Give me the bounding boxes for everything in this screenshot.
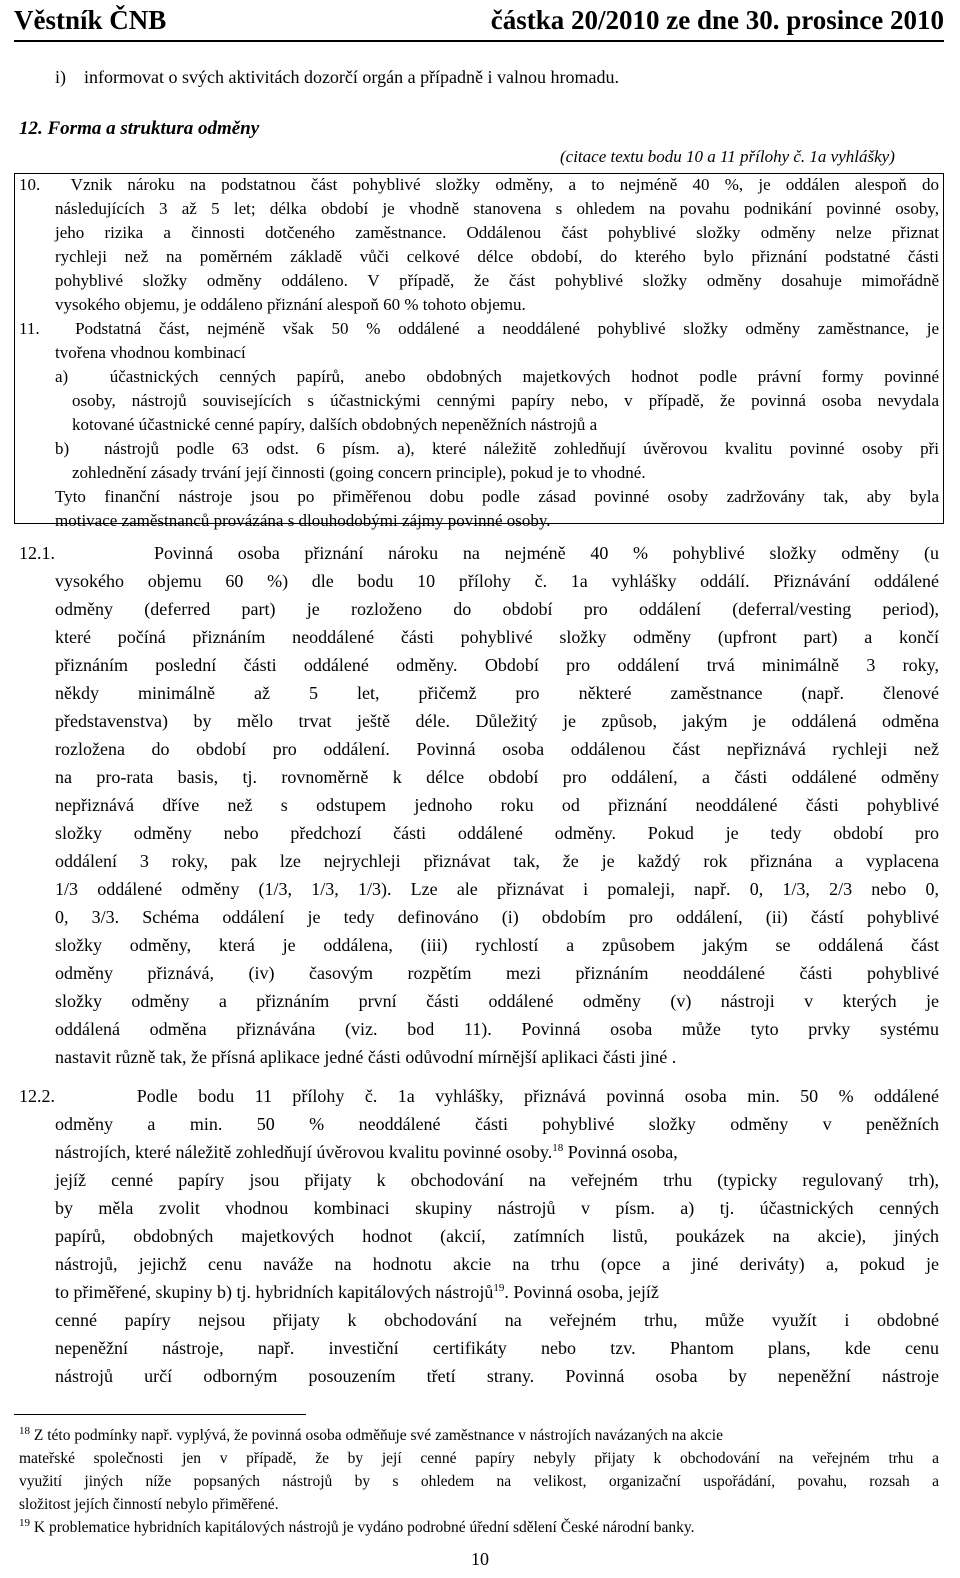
para-12-1-line: které počíná přiznáním neoddálené části pohyblivé složky odměny (upfront part) a končí [55,627,939,647]
para-12-1-line: představenstva) by mělo trvat ještě déle. Důležitý je způsob, jakým je oddálená odměna [55,711,939,731]
para-12-2-line: papírů, obdobných majetkových hodnot (akcií, zatímních listů, poukázek na akcie), jiných [55,1226,939,1246]
para-12-1-line: oddálená odměna přiznávána (viz. bod 11). Povinná osoba může tyto prvky systému [55,1019,939,1039]
footnote-number: 19 [19,1516,30,1529]
para-12-2-line: nástrojů, jejichž cenu naváže na hodnotu akcie na trhu (opce a jiné deriváty) a, pokud je [55,1254,939,1274]
citation-note: (citace textu bodu 10 a 11 přílohy č. 1a vyhlášky) [560,147,895,166]
para-12-1-line: oddálení 3 roky, pak lze nejrychleji přiznávat tak, že je každý rok přiznána a vyplacena [55,851,939,871]
para-12-2-line: nástrojů určí odborným posouzením třetí strany. Povinná osoba by nepeněžní nástroje [55,1366,939,1386]
para-12-1-line: přiznáním poslední části oddálené odměny. Období pro oddálení trvá minimálně 3 roky, [55,655,939,675]
box-line: kotované účastnické cenné papíry, dalších obdobných nepeněžních nástrojů a [72,415,598,434]
para-12-2-line: by měla zvolit vhodnou kombinaci skupiny nástrojů v písm. a) tj. účastnických cenných [55,1198,939,1218]
box-line: Tyto finanční nástroje jsou po přiměřenou dobu podle zásad povinné osoby zadržovány tak, aby byla [55,487,939,506]
footnote-ref-18: 18 [552,1142,564,1154]
para-12-1-line: nastavit různě tak, že přísná aplikace jedné části odůvodní mírnější aplikaci části jiné . [55,1047,677,1067]
para-text: Povinná osoba, [563,1142,678,1162]
box-line: tvořena vhodnou kombinací [55,343,246,362]
box-line: jeho rizika a činnosti dotčeného zaměstnance. Oddálenou část pohyblivé složky odměny nelze přiznat [55,223,939,242]
box-line: rychleji než na poměrném základě vůči celkové délce období, do kterého bylo přiznání podstatné části [55,247,939,266]
para-12-1-line: odměny přiznává, (iv) časovým rozpětím mezi přiznáním neoddálené části pohyblivé [55,963,939,983]
footnote-number: 18 [19,1424,30,1437]
footnote-19 [19,1518,694,1538]
footnote-ref-19: 19 [493,1282,505,1294]
para-text: to přiměřené, skupiny b) tj. hybridních kapitálových nástrojů [55,1282,494,1302]
para-12-1-line: 1/3 oddálené odměny (1/3, 1/3, 1/3). Lze ale přiznávat i pomaleji, např. 0, 1/3, 2/3 nebo 0, [55,879,939,899]
footnote-text: Z této podmínky např. vyplývá, že povinná osoba odměňuje své zaměstnance v nástrojích navázaných na akcie [30,1427,723,1444]
para-12-2-line [55,1141,939,1163]
section-heading: 12. Forma a struktura odměny [19,118,260,139]
para-text: . Povinná osoba, jejíž [504,1282,659,1302]
box-line: osoby, nástrojů souvisejících s účastnickými cennými papíry nebo, v případě, že povinná osoba nevydala [72,391,939,410]
para-12-1-line: nepřiznává dříve než s odstupem jednoho roku od přiznání neoddálené části pohyblivé [55,795,939,815]
box-line: vysokého objemu, je oddáleno přiznání alespoň 60 % tohoto objemu. [55,295,526,314]
para-12-1-line: rozložena do období pro oddálení. Povinná osoba oddálenou část nepřiznává rychleji než [55,739,939,759]
para-12-1-line: složky odměny nebo předchozí části oddálené odměny. Pokud je tedy období pro [55,823,939,843]
box-line: b) nástrojů podle 63 odst. 6 písm. a), které náležitě zohledňují úvěrovou kvalitu povinné osoby při [55,439,939,458]
para-12-1-line: vysokého objemu 60 %) dle bodu 10 přílohy č. 1a vyhlášky oddálí. Přiznávání oddálené [55,571,939,591]
para-12-1-line: 0, 3/3. Schéma oddálení je tedy definováno (i) obdobím pro oddálení, (ii) částí pohyblivé [55,907,939,927]
para-12-1-line: složky odměny a přiznáním první části oddálené odměny (v) nástroji v kterých je [55,991,939,1011]
para-12-1-line: 12.1. Povinná osoba přiznání nároku na nejméně 40 % pohyblivé složky odměny (u [19,543,939,563]
item-i: i) informovat o svých aktivitách dozorčí orgán a případně i valnou hromadu. [55,67,620,87]
box-line: 11. Podstatná část, nejméně však 50 % oddálené a neoddálené pohyblivé složky odměny zaměstnance, je [19,319,939,338]
para-12-2-line: cenné papíry nejsou přijaty k obchodování na veřejném trhu, může využít i obdobné [55,1310,939,1330]
footnote-text: K problematice hybridních kapitálových nástrojů je vydáno podrobné úřední sdělení České národní banky. [30,1519,695,1536]
footnote-line: složitost jejích činností nebylo přiměřené. [19,1496,279,1513]
para-12-2-line: jejíž cenné papíry jsou přijaty k obchodování na veřejném trhu (typicky regulovaný trh), [55,1170,939,1190]
box-line: 10. Vznik nároku na podstatnou část pohyblivé složky odměny, a to nejméně 40 %, je oddálen alespoň do [19,175,939,194]
footnote-18 [19,1426,723,1446]
para-12-1-line: odměny (deferred part) je rozloženo do období pro oddálení (deferral/vesting period), [55,599,939,619]
journal-title: Věstník ČNB [14,5,167,35]
para-12-2-line: nepeněžní nástroje, např. investiční certifikáty nebo tzv. Phantom plans, kde cenu [55,1338,939,1358]
para-12-1-line: na pro-rata basis, tj. rovnoměrně k délce období pro oddálení, a části oddálené odměny [55,767,939,787]
box-line: pohyblivé složky odměny oddáleno. V případě, že část pohyblivé složky odměny dosahuje mimořádně [55,271,939,290]
footnote-line: mateřské společnosti jen v případě, že by její cenné papíry nebyly přijaty k obchodování na veřejném trhu a [19,1450,939,1467]
box-line: zohlednění zásady trvání její činnosti (going concern principle), pokud je to vhodné. [72,463,646,482]
page-number: 10 [471,1549,489,1569]
box-line: motivace zaměstnanců provázána s dlouhodobými zájmy povinné osoby. [55,511,551,530]
para-12-1-line: složky odměny, která je oddálena, (iii) rychlostí a způsobem jakým se oddálená část [55,935,939,955]
para-12-2-line: 12.2. Podle bodu 11 přílohy č. 1a vyhlášky, přiznává povinná osoba min. 50 % oddálené [19,1086,939,1106]
issue-date: částka 20/2010 ze dne 30. prosince 2010 [490,5,944,35]
box-line: a) účastnických cenných papírů, anebo obdobných majetkových hodnot podle právní formy povinné [55,367,939,386]
para-12-2-line: odměny a min. 50 % neoddálené části pohyblivé složky odměny v peněžních [55,1114,939,1134]
footnote-line: využití jiných níže popsaných nástrojů by s ohledem na velikost, organizační uspořádání, povahu, rozsah a [19,1473,939,1490]
box-line: následujících 3 až 5 let; délka období je vhodně stanovena s ohledem na povahu podnikání povinné osoby, [55,199,939,218]
para-12-1-line: někdy minimálně až 5 let, přičemž pro některé zaměstnance (např. členové [55,683,939,703]
footnote-separator [14,1414,306,1415]
para-text: nástrojích, které náležitě zohledňují úvěrovou kvalitu povinné osoby. [55,1142,553,1162]
para-12-2-line [55,1281,939,1303]
page-header [14,4,944,42]
